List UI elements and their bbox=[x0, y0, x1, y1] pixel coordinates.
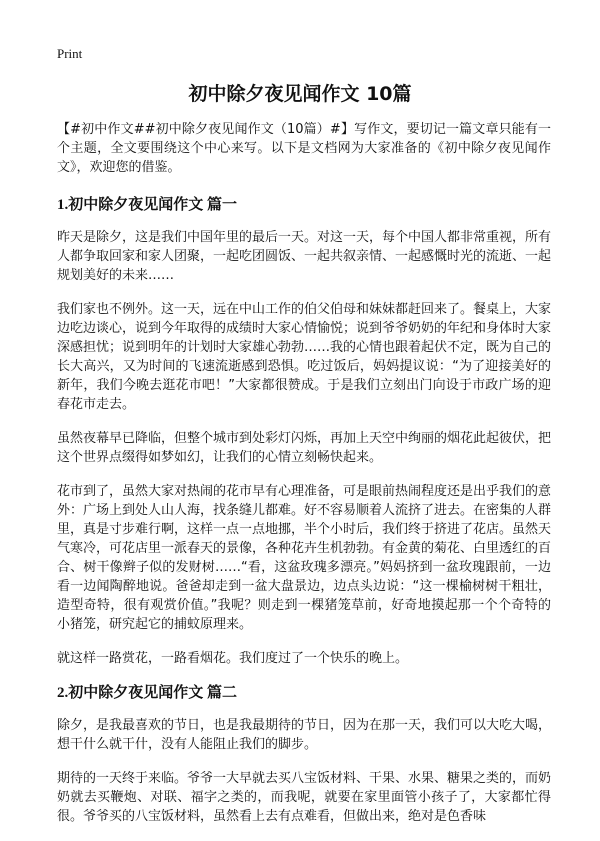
section-1-heading: 1.初中除夕夜见闻作文 篇一 bbox=[57, 197, 238, 213]
section-1-paragraph: 花市到了，虽然大家对热闹的花市早有心理准备，可是眼前热闹程度还是出乎我们的意外：广场上到处人山人海，找条缝儿都难。好不容易顺着人流挤了进去。在密集的人群里，真是寸步难行啊，这样一点一点地挪，半个小时后，我们终于挤进了花店。虽然天气寒冷，可花店里一派春天的景像，各种花卉生机勃勃。有金黄的菊花、白里透红的百合、树干像辫子似的发财树……“看，这盆玫瑰多漂亮。”妈妈挤到一盆玫瑰跟前，一边看一边闻陶醉地说。爸爸却走到一盆大盘景边，边点头边说：“这一棵榆树树干粗壮，造型奇特，很有观赏价值。”我呢？则走到一棵猪笼草前，好奇地摸起那一个个奇特的小猪笼，研究起它的捕蚊原理来。 bbox=[57, 484, 552, 632]
section-1-paragraph: 昨天是除夕，这是我们中国年里的最后一天。对这一天，每个中国人都非常重视，所有人都争取回家和家人团聚，一起吃团圆饭、一起共叙亲情、一起感慨时光的流逝、一起规划美好的未来…… bbox=[57, 230, 552, 283]
section-2-paragraph: 除夕，是我最喜欢的节日，也是我最期待的节日，因为在那一天，我们可以大吃大喝，想干什么就干什，没有人能阻止我们的脚步。 bbox=[57, 718, 552, 752]
section-2-heading: 2.初中除夕夜见闻作文 篇二 bbox=[57, 685, 238, 701]
article-body bbox=[57, 120, 551, 841]
section-2-paragraph: 期待的一天终于来临。爷爷一大早就去买八宝饭材料、干果、水果、糖果之类的，而奶奶就去买鞭炮、对联、福字之类的，而我呢，就要在家里面管小孩子了，大家都忙得很。爷爷买的八宝饭材料，虽然看上去有点难看，但做出来，绝对是色香味 bbox=[57, 771, 552, 824]
section-1-paragraph: 我们家也不例外。这一天，远在中山工作的伯父伯母和妹妹都赶回来了。餐桌上，大家边吃边谈心，说到今年取得的成绩时大家心情愉悦；说到爷爷奶奶的年纪和身体时大家深感担忧；说到明年的计划时大家雄心勃勃……我的心情也跟着起伏不定，既为自己的长大高兴，又为时间的飞速流逝感到恐惧。吃过饭后，妈妈提议说：“为了迎接美好的新年，我们今晚去逛花市吧！”大家都很赞成。于是我们立刻出门向设于市政广场的迎春花市走去。 bbox=[57, 302, 552, 412]
section-1-paragraph: 虽然夜幕早已降临，但整个城市到处彩灯闪烁，再加上天空中绚丽的烟花此起彼伏，把这个世界点缀得如梦如幻，让我们的心情立刻畅快起来。 bbox=[57, 431, 552, 465]
page-title: 初中除夕夜见闻作文 10篇 bbox=[188, 83, 412, 105]
print-link[interactable]: Print bbox=[57, 46, 83, 61]
intro-paragraph: 【#初中作文##初中除夕夜见闻作文（10篇）#】写作文，要切记一篇文章只能有一个主题，全文要围绕这个中心来写。以下是文档网为大家准备的《初中除夕夜见闻作文》，欢迎您的借鉴。 bbox=[57, 122, 551, 175]
section-1-paragraph: 就这样一路赏花，一路看烟花。我们度过了一个快乐的晚上。 bbox=[57, 651, 409, 666]
